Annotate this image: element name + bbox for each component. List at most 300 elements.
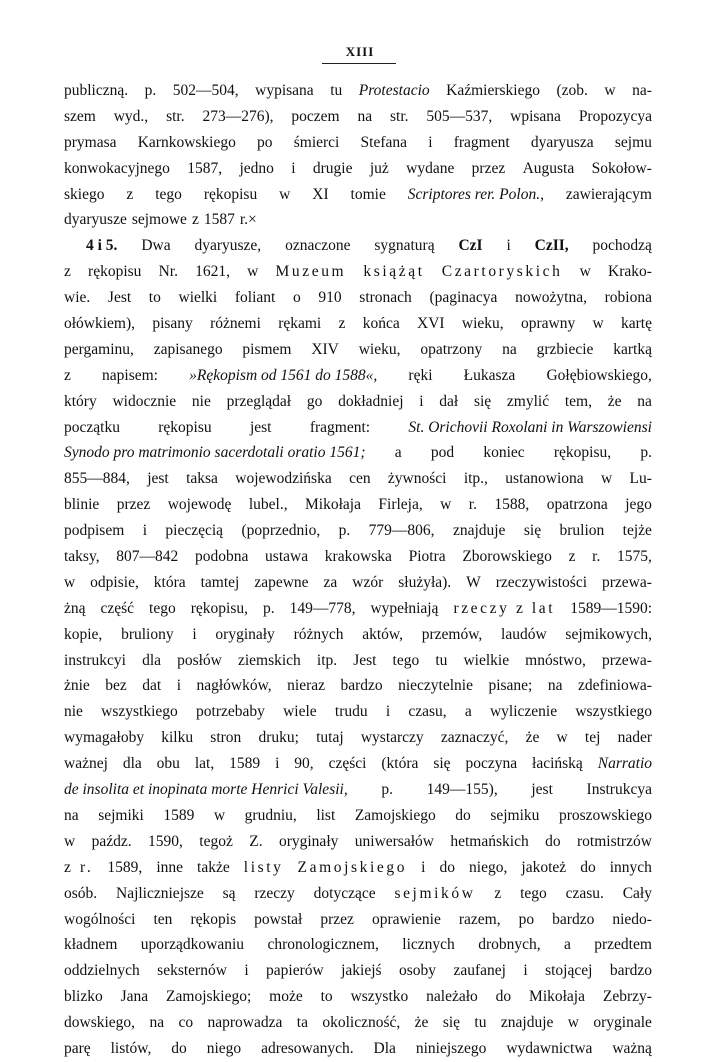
- word: osób.: [64, 884, 98, 902]
- word: przeglądał: [226, 392, 292, 410]
- word: »Rękopism od 1561 do 1588«,: [189, 366, 378, 384]
- word: wymagałoby: [64, 729, 145, 747]
- word: grzbiecie: [536, 340, 594, 358]
- word: za: [323, 573, 338, 591]
- word: w: [440, 496, 452, 514]
- word: że: [607, 392, 622, 410]
- word: bez: [105, 677, 127, 695]
- word: papierów: [266, 962, 324, 980]
- word: sejmiku: [490, 806, 540, 824]
- word: tutaj: [316, 729, 344, 747]
- word: Dwa: [141, 237, 171, 255]
- word: już: [369, 159, 389, 177]
- word: na: [149, 1014, 165, 1032]
- word: na: [637, 392, 652, 410]
- text-line: [64, 596, 652, 622]
- word: część: [100, 599, 135, 617]
- word: Zborowskiego: [462, 548, 552, 566]
- word: a: [563, 936, 571, 954]
- word: Instrukcya: [586, 781, 652, 799]
- word: tego: [392, 651, 420, 669]
- word: części: [328, 755, 367, 773]
- word: Sokołow-: [591, 159, 652, 177]
- word: na: [357, 107, 373, 125]
- text-line: [64, 233, 652, 259]
- word: pochodzą: [592, 237, 652, 255]
- word: XVI: [417, 315, 445, 333]
- word: wielki: [178, 289, 218, 307]
- text-line: [64, 518, 652, 544]
- word: w: [556, 729, 568, 747]
- text-line: [64, 803, 652, 829]
- word: tem,: [564, 392, 592, 410]
- word: tu: [435, 651, 448, 669]
- word: wyliczenie: [489, 703, 558, 721]
- word: z: [494, 884, 502, 902]
- word: pergaminu,: [64, 340, 134, 358]
- word: szem: [64, 107, 96, 125]
- word: która: [153, 573, 186, 591]
- word: na: [502, 340, 517, 358]
- text-line: [64, 285, 652, 311]
- word: i: [506, 237, 511, 255]
- text-line: [64, 207, 652, 233]
- word: wszystko: [350, 988, 409, 1006]
- word: to: [148, 289, 161, 307]
- word: z: [64, 263, 71, 281]
- word: wieku,: [358, 340, 401, 358]
- word: rękopis: [190, 910, 237, 928]
- word: do: [495, 988, 512, 1006]
- word: r.: [592, 548, 601, 566]
- word: zaufanej: [453, 962, 506, 980]
- word: hetmańskich: [450, 832, 529, 850]
- text-line: [64, 363, 652, 389]
- word: naprowadza: [207, 1014, 283, 1032]
- word: str.: [166, 107, 185, 125]
- word: potrzebaby: [196, 703, 265, 721]
- word: Zebrzy-: [602, 988, 652, 1006]
- word: Najliczniejsze: [116, 884, 204, 902]
- word: itp.,: [463, 470, 488, 488]
- word: p.: [338, 522, 351, 540]
- word: podpisem: [64, 522, 125, 540]
- word: trudu: [334, 703, 368, 721]
- word: Mikołaja: [529, 988, 585, 1006]
- word: sejmowe: [131, 211, 187, 229]
- word: stojącej: [545, 962, 593, 980]
- word: może: [269, 988, 303, 1006]
- word: zapisanego: [153, 340, 223, 358]
- word: Stefana: [360, 133, 408, 151]
- text-line: [64, 881, 652, 907]
- word: Muzeum: [275, 263, 347, 281]
- word: sygnaturą: [374, 237, 435, 255]
- word: 1589—1590:: [570, 599, 652, 617]
- word: obu: [156, 755, 180, 773]
- text-line: [64, 648, 652, 674]
- word: się: [442, 1014, 461, 1032]
- word: do: [580, 858, 596, 876]
- text-line: [64, 570, 652, 596]
- word: 807—842: [116, 548, 179, 566]
- word: ręki: [408, 366, 433, 384]
- word: blinie: [64, 496, 100, 514]
- word: Zamojskiego: [354, 806, 436, 824]
- word: nie: [64, 703, 83, 721]
- word: a: [394, 444, 402, 462]
- word: sejmików: [394, 884, 476, 902]
- word: rękopisu,: [190, 599, 248, 617]
- word: Mikołaja: [305, 496, 361, 514]
- word: Jest: [107, 289, 132, 307]
- word: fragment: [453, 133, 510, 151]
- word: wie.: [64, 289, 91, 307]
- word: różnemi: [210, 315, 261, 333]
- word: W: [466, 573, 481, 591]
- word: wszystkiego: [575, 703, 652, 721]
- text-line: [64, 984, 652, 1010]
- word: Synodo pro matrimonio sacerdotali oratio 1561;: [64, 444, 366, 462]
- text-line: [64, 259, 652, 285]
- text-line: [64, 1010, 652, 1036]
- word: ważną: [612, 1039, 652, 1057]
- word: 1587: [203, 211, 235, 229]
- word: drugie: [312, 159, 353, 177]
- word: przez: [116, 496, 151, 514]
- word: na: [64, 806, 79, 824]
- word: dyaryusza: [530, 133, 594, 151]
- word: do: [439, 858, 455, 876]
- word: to: [320, 988, 333, 1006]
- text-line: [64, 415, 652, 441]
- word: Czartoryskich: [441, 263, 563, 281]
- word: chronologicznem,: [267, 936, 379, 954]
- word: bardzo: [340, 677, 383, 695]
- word: p.: [381, 781, 393, 799]
- word: brulion: [559, 522, 605, 540]
- word: poczem: [291, 107, 340, 125]
- word: Nr.: [158, 263, 178, 281]
- word: grudniu,: [244, 806, 297, 824]
- word: z: [64, 366, 71, 384]
- word: CzII,: [534, 237, 569, 255]
- word: dokładniej: [338, 392, 404, 410]
- word: lat,: [194, 755, 215, 773]
- word: (która: [381, 755, 419, 773]
- word: fragment:: [309, 418, 371, 436]
- word: czasu.: [565, 884, 604, 902]
- word: przewa-: [601, 651, 652, 669]
- word: wojewodę: [167, 496, 232, 514]
- word: w: [64, 573, 76, 591]
- word: proszowskiego: [558, 806, 652, 824]
- word: w: [247, 263, 259, 281]
- word: w: [567, 1014, 579, 1032]
- word: instrukcyi: [64, 651, 126, 669]
- body-text: [64, 78, 652, 1062]
- word: 1589: [163, 806, 195, 824]
- text-line: [64, 544, 652, 570]
- word: dotyczące: [313, 884, 376, 902]
- word: taksy,: [64, 548, 100, 566]
- word: niego,: [469, 858, 508, 876]
- word: list: [316, 806, 336, 824]
- word: w: [579, 263, 591, 281]
- word: o: [293, 289, 301, 307]
- word: tamtej: [200, 573, 240, 591]
- word: w: [64, 832, 76, 850]
- word: Jest: [353, 651, 377, 669]
- word: tu: [474, 1014, 487, 1032]
- word: znajduje: [500, 1014, 554, 1032]
- word: żnie: [64, 677, 90, 695]
- text-line: [64, 156, 652, 182]
- word: 779—806,: [368, 522, 435, 540]
- text-line: [64, 725, 652, 751]
- word: foliant: [234, 289, 276, 307]
- word: itp.: [316, 651, 338, 669]
- word: na-: [632, 82, 652, 99]
- word: ziemskich: [237, 651, 301, 669]
- text-line: [64, 622, 652, 648]
- word: na: [547, 677, 563, 695]
- word: do: [545, 832, 561, 850]
- word: oprawienie: [371, 910, 441, 928]
- word: niniejszego: [415, 1039, 487, 1057]
- word: początku: [64, 418, 120, 436]
- word: zmylić: [506, 392, 550, 410]
- word: Propozycya: [578, 107, 652, 125]
- word: 502—504,: [172, 82, 239, 99]
- word: 505—537,: [426, 107, 493, 125]
- word: jakiejś: [341, 962, 382, 980]
- text-line: [64, 855, 652, 881]
- word: blizko: [64, 988, 103, 1006]
- word: nowożytna,: [515, 289, 587, 307]
- word: co: [178, 1014, 194, 1032]
- word: z: [126, 185, 134, 203]
- word: wystarczy: [360, 729, 424, 747]
- word: wojewodzińska: [235, 470, 332, 488]
- word: i: [275, 755, 280, 773]
- word: 910: [318, 289, 342, 307]
- word: wzór: [352, 573, 384, 591]
- word: widocznie: [112, 392, 177, 410]
- text-line: [64, 389, 652, 415]
- word: znajduje: [452, 522, 506, 540]
- word: łacińską: [532, 755, 583, 773]
- word: wpisana: [510, 107, 561, 125]
- word: oznaczone: [285, 237, 351, 255]
- word: uniwersałów: [354, 832, 434, 850]
- word: Narratio: [597, 755, 652, 773]
- word: osoby: [399, 962, 437, 980]
- word: do: [171, 1039, 187, 1057]
- word: i: [244, 962, 249, 980]
- word: w: [279, 185, 291, 203]
- word: go: [306, 392, 323, 410]
- word: wydane: [406, 159, 455, 177]
- word: paźdz.: [91, 832, 132, 850]
- word: z: [338, 315, 346, 333]
- word: tego: [520, 884, 547, 902]
- word: (paginacya: [429, 289, 498, 307]
- word: okoliczność,: [322, 1014, 401, 1032]
- page-number: XIII: [345, 44, 375, 59]
- word: i: [428, 133, 433, 151]
- word: laudów: [501, 625, 547, 643]
- header-rule: [322, 63, 396, 64]
- word: wypisana: [255, 82, 314, 99]
- word: należało: [426, 988, 478, 1006]
- word: odpisie,: [90, 573, 139, 591]
- word: i: [291, 159, 296, 177]
- word: poczyna: [465, 755, 518, 773]
- word: Gołębiowskiego,: [546, 366, 652, 384]
- word: tego: [155, 185, 182, 203]
- word: powstał: [254, 910, 303, 928]
- word: i: [142, 522, 147, 540]
- word: licznych: [402, 936, 455, 954]
- word: czasu,: [408, 703, 447, 721]
- word: razem,: [458, 910, 501, 928]
- word: rękopisu: [203, 185, 258, 203]
- word: jedno: [239, 159, 274, 177]
- word: 855—884,: [64, 470, 130, 488]
- word: sejmiki: [98, 806, 144, 824]
- word: taksa: [186, 470, 218, 488]
- word: adresowanych.: [261, 1039, 354, 1057]
- word: 1589,: [107, 858, 143, 876]
- word: w: [600, 470, 613, 488]
- word: pisane;: [488, 677, 533, 695]
- word: podobna: [194, 548, 249, 566]
- text-line: [64, 182, 652, 208]
- text-line: [64, 932, 652, 958]
- text-line: [64, 337, 652, 363]
- word: oryginale: [593, 1014, 652, 1032]
- word: jego: [625, 496, 652, 514]
- word: bardzo: [552, 910, 595, 928]
- text-line: [64, 466, 652, 492]
- word: przez: [471, 159, 506, 177]
- word: opatrzony: [420, 340, 483, 358]
- word: pieczęcią: [165, 522, 224, 540]
- word: zawierającym: [565, 185, 652, 203]
- word: 273—276),: [202, 107, 274, 125]
- word: nieraz: [287, 677, 325, 695]
- word: stronach: [359, 289, 412, 307]
- word: dla: [142, 651, 162, 669]
- word: zdefiniowa-: [577, 677, 652, 695]
- word: cen: [349, 470, 371, 488]
- word: tegoż: [199, 832, 233, 850]
- word: nader: [617, 729, 652, 747]
- word: posłów: [177, 651, 222, 669]
- word: zaznaczyć,: [440, 729, 509, 747]
- word: i: [419, 392, 424, 410]
- word: i: [192, 625, 197, 643]
- word: ta: [296, 1014, 308, 1032]
- word: prymasa: [64, 133, 117, 151]
- text-line: [64, 777, 652, 803]
- word: po: [518, 910, 535, 928]
- word: ważnej: [64, 755, 108, 773]
- word: jakoteż: [521, 858, 567, 876]
- text-line: [64, 829, 652, 855]
- word: Kaźmierskiego: [446, 82, 540, 99]
- word: ołówkiem),: [64, 315, 136, 333]
- word: przewa-: [601, 573, 652, 591]
- word: w: [604, 82, 616, 99]
- word: oryginały: [278, 832, 339, 850]
- word: ten: [153, 910, 173, 928]
- word: różnych: [293, 625, 344, 643]
- word: 1621,: [195, 263, 230, 281]
- word: rękopisu: [88, 263, 142, 281]
- word: Łukasza: [463, 366, 516, 384]
- word: 1587,: [187, 159, 223, 177]
- word: koniec: [483, 444, 525, 462]
- word: Lu-: [629, 470, 652, 488]
- word: de insolita et inopinata morte Henrici Valesii,: [64, 781, 348, 799]
- word: publiczną.: [64, 82, 129, 99]
- word: pisany: [152, 315, 193, 333]
- word: także: [197, 858, 230, 876]
- word: nie: [191, 392, 211, 410]
- word: p.: [262, 599, 275, 617]
- word: przez: [320, 910, 354, 928]
- word: napisem:: [102, 366, 158, 384]
- word: wydawnictwa: [506, 1039, 593, 1057]
- word: rękami: [278, 315, 322, 333]
- word: druku;: [258, 729, 299, 747]
- text-line: [64, 492, 652, 518]
- word: skiego: [64, 185, 105, 203]
- word: 149—778,: [289, 599, 356, 617]
- word: St. Orichovii Roxolani in Warszowiensi: [408, 418, 652, 436]
- text-line: [64, 751, 652, 777]
- word: r.: [468, 496, 477, 514]
- word: innych: [609, 858, 652, 876]
- word: i: [176, 677, 181, 695]
- word: uporządkowaniu: [140, 936, 245, 954]
- word: wieku,: [461, 315, 504, 333]
- word: do: [455, 806, 471, 824]
- word: niedo-: [612, 910, 652, 928]
- word: rzeczy z lat: [453, 599, 556, 617]
- word: p.: [144, 82, 157, 99]
- word: ustawa: [265, 548, 309, 566]
- word: i: [523, 962, 528, 980]
- word: że: [414, 1014, 429, 1032]
- word: CzI: [458, 237, 483, 255]
- word: dyaryusze: [64, 211, 127, 229]
- word: są: [222, 884, 236, 902]
- text-line: [64, 78, 652, 104]
- word: że: [525, 729, 540, 747]
- word: śmierci: [293, 133, 340, 151]
- word: p.: [640, 444, 652, 462]
- word: sejmu: [614, 133, 652, 151]
- word: bruliony: [121, 625, 174, 643]
- word: 149—155),: [426, 781, 498, 799]
- word: oryginały: [215, 625, 275, 643]
- word: żną: [64, 599, 86, 617]
- word: drobnych,: [478, 936, 541, 954]
- word: krakowska: [324, 548, 392, 566]
